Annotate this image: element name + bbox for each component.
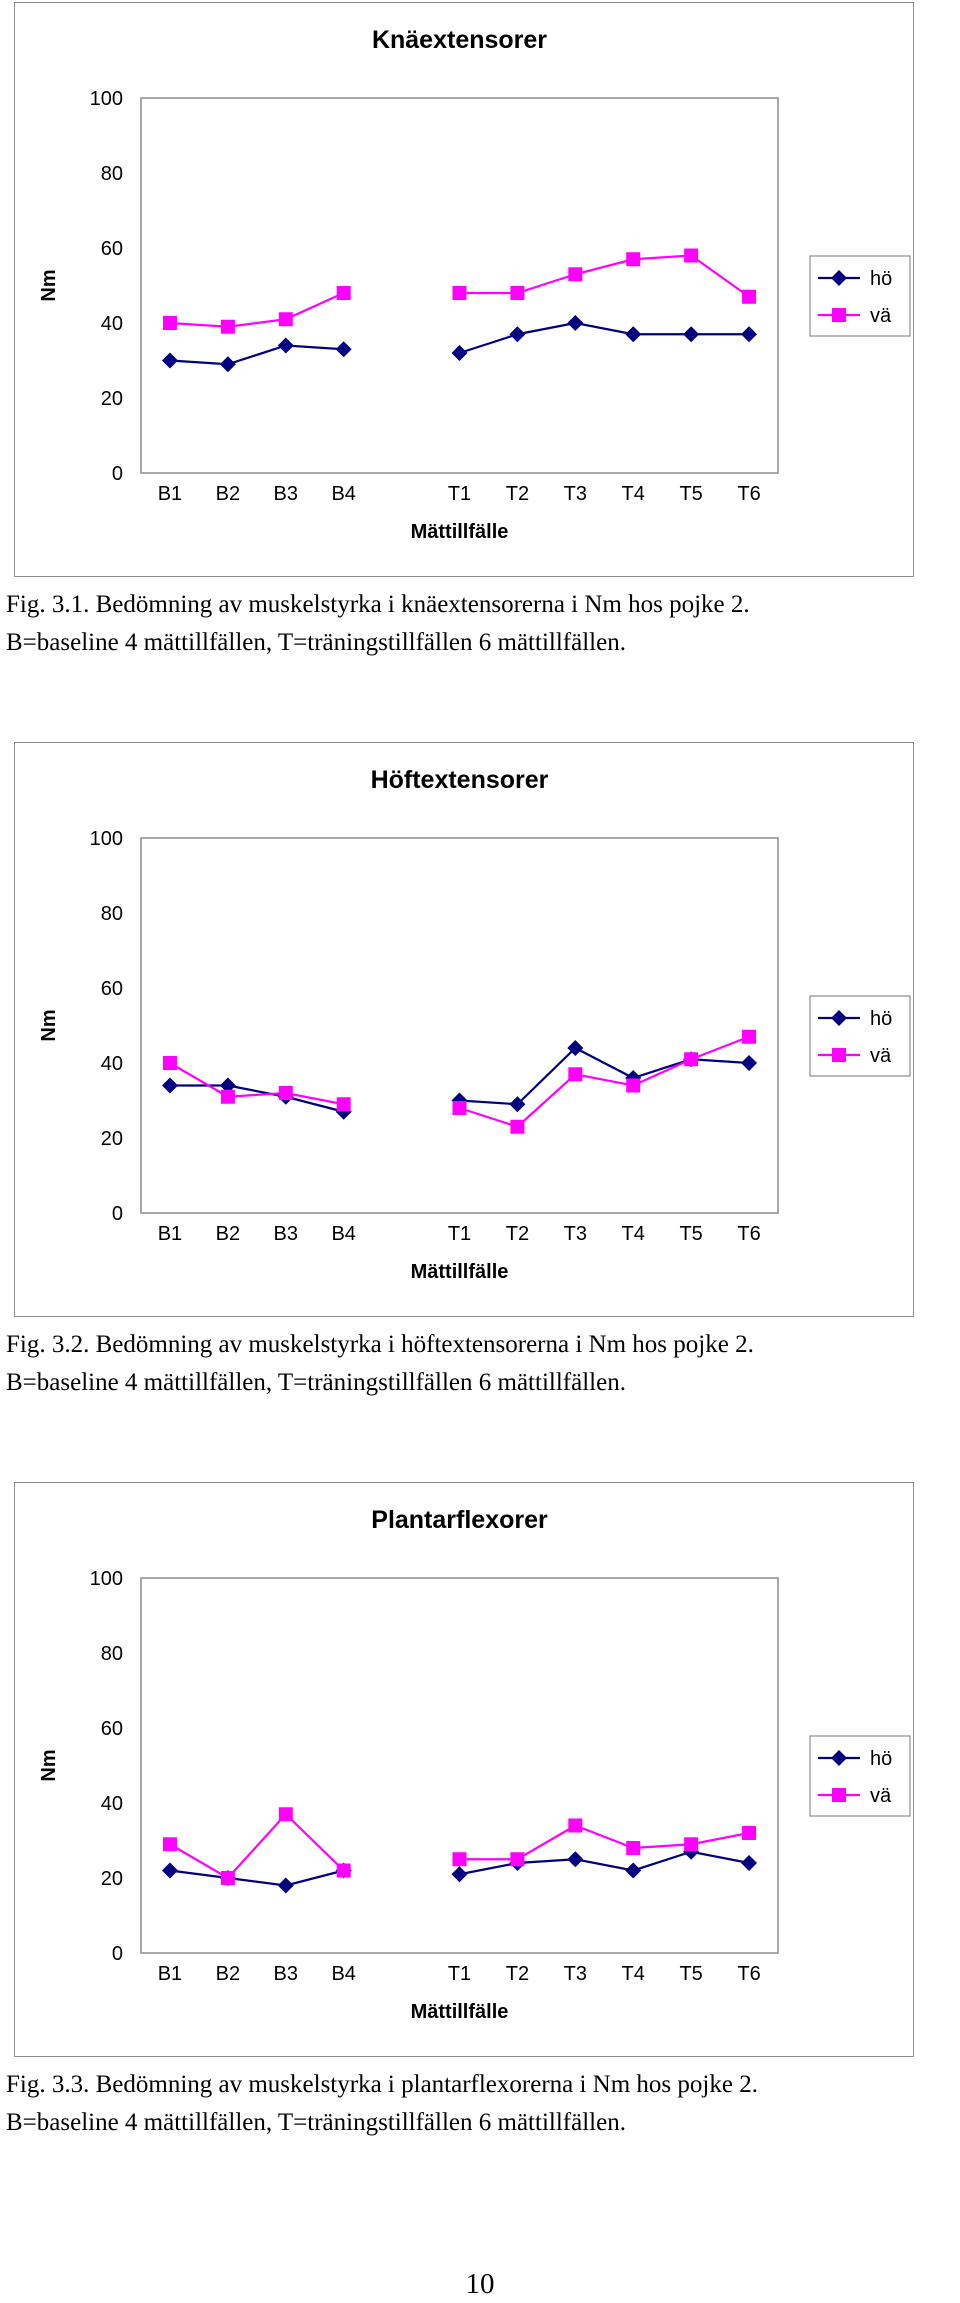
- data-point: [626, 252, 640, 266]
- chart-plantarflexorer: [14, 1482, 914, 2057]
- x-tick-label: B4: [331, 483, 356, 505]
- y-tick-label: 40: [100, 313, 123, 335]
- plot-area: [141, 838, 778, 1213]
- chart-svg: [15, 3, 915, 578]
- legend: [810, 996, 910, 1076]
- chart-knaextensorer: [14, 2, 914, 577]
- data-point: [684, 1837, 698, 1851]
- x-tick-label: B2: [215, 1963, 241, 1985]
- x-tick-label: T4: [621, 1223, 645, 1245]
- legend-box: [810, 996, 910, 1076]
- data-point: [742, 1826, 756, 1840]
- y-tick-label: 20: [100, 1128, 123, 1150]
- data-point: [279, 1807, 293, 1821]
- legend-box: [810, 1736, 910, 1816]
- legend-marker: [832, 1048, 846, 1062]
- x-tick-label: T1: [447, 483, 472, 505]
- y-tick-label: 20: [100, 388, 123, 410]
- y-tick-label: 0: [111, 1203, 123, 1225]
- y-tick-label: 20: [100, 1868, 123, 1890]
- x-tick-label: T4: [621, 483, 645, 505]
- x-tick-label: T5: [679, 483, 703, 505]
- y-tick-label: 100: [89, 1568, 123, 1590]
- y-axis-title: Nm: [38, 1009, 60, 1042]
- y-tick-label: 80: [100, 903, 123, 925]
- figure-caption-3-2: [6, 1326, 956, 1402]
- caption-line: B=baseline 4 mättillfällen, T=träningstillfällen 6 mättillfällen.: [6, 2109, 626, 2136]
- caption-line: Fig. 3.1. Bedömning av muskelstyrka i knäextensorerna i Nm hos pojke 2.: [6, 591, 750, 618]
- data-point: [337, 1097, 351, 1111]
- x-tick-label: T5: [679, 1963, 703, 1985]
- data-point: [453, 1101, 467, 1115]
- x-tick-label: B3: [273, 1963, 299, 1985]
- x-tick-label: T5: [679, 1223, 703, 1245]
- x-tick-label: T6: [737, 1963, 761, 1985]
- x-axis-title: Mättillfälle: [410, 521, 509, 543]
- y-tick-label: 60: [100, 1718, 123, 1740]
- data-point: [163, 1837, 177, 1851]
- x-tick-label: T3: [563, 1223, 587, 1245]
- legend-marker: [832, 1788, 846, 1802]
- chart-svg: [15, 1483, 915, 2058]
- caption-line: B=baseline 4 mättillfällen, T=träningstillfällen 6 mättillfällen.: [6, 1369, 626, 1396]
- x-tick-label: T4: [621, 1963, 645, 1985]
- y-axis-title: Nm: [38, 269, 60, 302]
- legend-label: hö: [870, 268, 893, 290]
- x-tick-label: B2: [215, 1223, 241, 1245]
- chart-svg: [15, 743, 915, 1318]
- chart-title: Plantarflexorer: [371, 1506, 548, 1534]
- caption-line: B=baseline 4 mättillfällen, T=träningstillfällen 6 mättillfällen.: [6, 629, 626, 656]
- caption-line: Fig. 3.2. Bedömning av muskelstyrka i höftextensorerna i Nm hos pojke 2.: [6, 1331, 754, 1358]
- y-tick-label: 60: [100, 238, 123, 260]
- data-point: [510, 1852, 524, 1866]
- x-tick-label: T2: [505, 1963, 530, 1985]
- plot-area: [141, 1578, 778, 1953]
- y-tick-label: 100: [89, 88, 123, 110]
- y-tick-label: 0: [111, 463, 123, 485]
- data-point: [626, 1841, 640, 1855]
- figure-caption-3-1: [6, 586, 956, 662]
- x-tick-label: B4: [331, 1223, 356, 1245]
- y-tick-label: 80: [100, 1643, 123, 1665]
- x-tick-label: T3: [563, 483, 587, 505]
- x-tick-label: T6: [737, 483, 761, 505]
- legend-box: [810, 256, 910, 336]
- data-point: [163, 1056, 177, 1070]
- data-point: [684, 1052, 698, 1066]
- legend-label: hö: [870, 1748, 893, 1770]
- data-point: [510, 286, 524, 300]
- legend-label: vä: [870, 1045, 892, 1067]
- page-number: 10: [465, 2268, 495, 2300]
- data-point: [684, 249, 698, 263]
- x-tick-label: T6: [737, 1223, 761, 1245]
- legend: [810, 256, 910, 336]
- legend: [810, 1736, 910, 1816]
- chart-hoftextensorer: [14, 742, 914, 1317]
- data-point: [221, 1871, 235, 1885]
- data-point: [626, 1079, 640, 1093]
- data-point: [568, 1819, 582, 1833]
- x-tick-label: B1: [157, 1223, 183, 1245]
- caption-line: Fig. 3.3. Bedömning av muskelstyrka i plantarflexorerna i Nm hos pojke 2.: [6, 2071, 758, 2098]
- data-point: [279, 312, 293, 326]
- data-point: [453, 286, 467, 300]
- x-tick-label: T2: [505, 483, 530, 505]
- y-tick-label: 60: [100, 978, 123, 1000]
- data-point: [221, 1090, 235, 1104]
- x-tick-label: B3: [273, 483, 299, 505]
- chart-title: Höftextensorer: [370, 766, 549, 794]
- data-point: [510, 1120, 524, 1134]
- data-point: [163, 316, 177, 330]
- y-tick-label: 40: [100, 1793, 123, 1815]
- plot-area: [141, 98, 778, 473]
- data-point: [279, 1086, 293, 1100]
- x-axis-title: Mättillfälle: [410, 2001, 509, 2023]
- x-tick-label: B3: [273, 1223, 299, 1245]
- x-tick-label: B1: [157, 483, 183, 505]
- figure-caption-3-3: [6, 2066, 956, 2142]
- legend-label: vä: [870, 1785, 892, 1807]
- data-point: [221, 320, 235, 334]
- legend-marker: [832, 308, 846, 322]
- x-tick-label: T1: [447, 1223, 472, 1245]
- y-tick-label: 80: [100, 163, 123, 185]
- legend-label: vä: [870, 305, 892, 327]
- y-tick-label: 40: [100, 1053, 123, 1075]
- data-point: [742, 1030, 756, 1044]
- x-tick-label: B4: [331, 1963, 356, 1985]
- y-tick-label: 0: [111, 1943, 123, 1965]
- data-point: [568, 267, 582, 281]
- x-tick-label: T3: [563, 1963, 587, 1985]
- data-point: [337, 1864, 351, 1878]
- y-axis-title: Nm: [38, 1749, 60, 1782]
- data-point: [453, 1852, 467, 1866]
- x-tick-label: T2: [505, 1223, 530, 1245]
- data-point: [742, 290, 756, 304]
- x-tick-label: T1: [447, 1963, 472, 1985]
- x-axis-title: Mättillfälle: [410, 1261, 509, 1283]
- x-tick-label: B1: [157, 1963, 183, 1985]
- legend-label: hö: [870, 1008, 893, 1030]
- data-point: [568, 1067, 582, 1081]
- y-tick-label: 100: [89, 828, 123, 850]
- data-point: [337, 286, 351, 300]
- x-tick-label: B2: [215, 483, 241, 505]
- chart-title: Knäextensorer: [371, 26, 548, 54]
